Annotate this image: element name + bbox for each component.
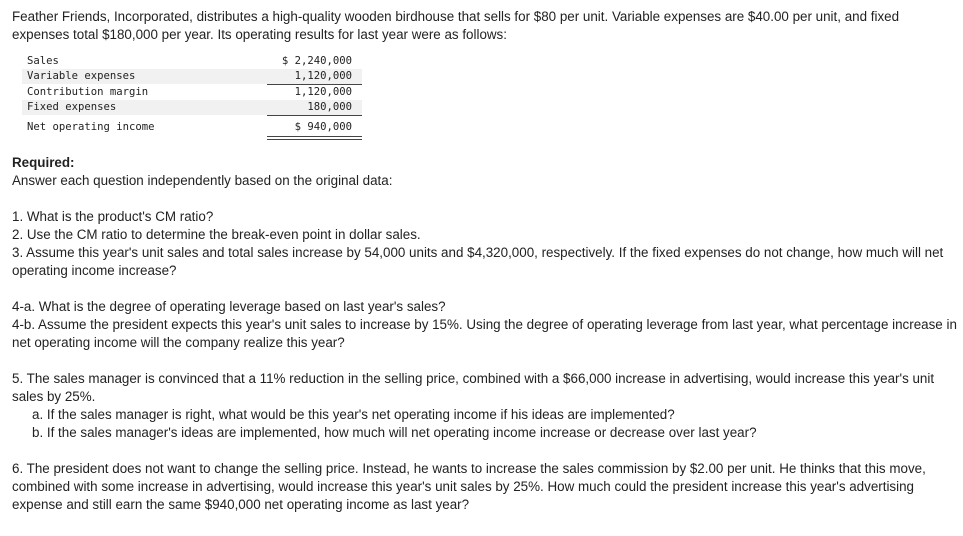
statement-value: $ 940,000 (294, 121, 352, 133)
double-rule-top (267, 136, 362, 137)
statement-label: Contribution margin (27, 86, 149, 98)
statement-label: Sales (27, 55, 59, 67)
question-5: 5. The sales manager is convinced that a 11% reduction in the selling price, combined with a $66,000 increase in advertising, would increase this year's unit sales by 25%. (12, 371, 935, 404)
statement-row-contribution-margin (22, 85, 362, 100)
statement-label: Net operating income (27, 121, 155, 133)
question-4a: 4-a. What is the degree of operating leverage based on last year's sales? (12, 299, 446, 314)
statement-row-sales (22, 54, 362, 69)
required-heading: Required: (12, 155, 75, 170)
statement-row-variable-expenses (22, 69, 362, 84)
question-1: 1. What is the product's CM ratio? (12, 209, 214, 224)
income-statement (22, 54, 362, 144)
statement-row-net-operating-income (22, 120, 362, 135)
statement-label: Fixed expenses (27, 101, 117, 113)
question-5a: a. If the sales manager is right, what would be this year's net operating income if his ideas are implemented? (32, 407, 675, 422)
statement-value: 180,000 (307, 101, 352, 113)
question-4b: 4-b. Assume the president expects this year's unit sales to increase by 15%. Using the degree of operating leverage from last year, what percentage increase in net operating income will the company realize this year? (12, 317, 957, 350)
subtotal-rule (267, 115, 362, 116)
question-6: 6. The president does not want to change the selling price. Instead, he wants to increase the sales commission by $2.00 per unit. He thinks that this move, combined with some increase in advertising, would increase this year's unit sales by 25%. How much could the president increase this year's advertising expense and still earn the same $940,000 net operating income as last year? (12, 461, 926, 512)
statement-value: 1,120,000 (294, 70, 352, 82)
statement-row-fixed-expenses (22, 100, 362, 115)
statement-value: 1,120,000 (294, 86, 352, 98)
statement-value: $ 2,240,000 (281, 55, 352, 67)
intro-paragraph: Feather Friends, Incorporated, distributes a high-quality wooden birdhouse that sells for $80 per unit. Variable expenses are $40.00 per unit, and fixed expenses total $180,000 per year. Its operating results for last year were as follows: (12, 9, 900, 42)
statement-label: Variable expenses (27, 70, 136, 82)
question-2: 2. Use the CM ratio to determine the break-even point in dollar sales. (12, 227, 421, 242)
required-instructions: Answer each question independently based on the original data: (12, 173, 393, 188)
question-3: 3. Assume this year's unit sales and total sales increase by 54,000 units and $4,320,000, respectively. If the fixed expenses do not change, how much will net operating income increase? (12, 245, 944, 278)
question-5b: b. If the sales manager's ideas are implemented, how much will net operating income increase or decrease over last year? (32, 425, 757, 440)
double-rule-bottom (267, 139, 362, 140)
problem-page (12, 8, 957, 514)
